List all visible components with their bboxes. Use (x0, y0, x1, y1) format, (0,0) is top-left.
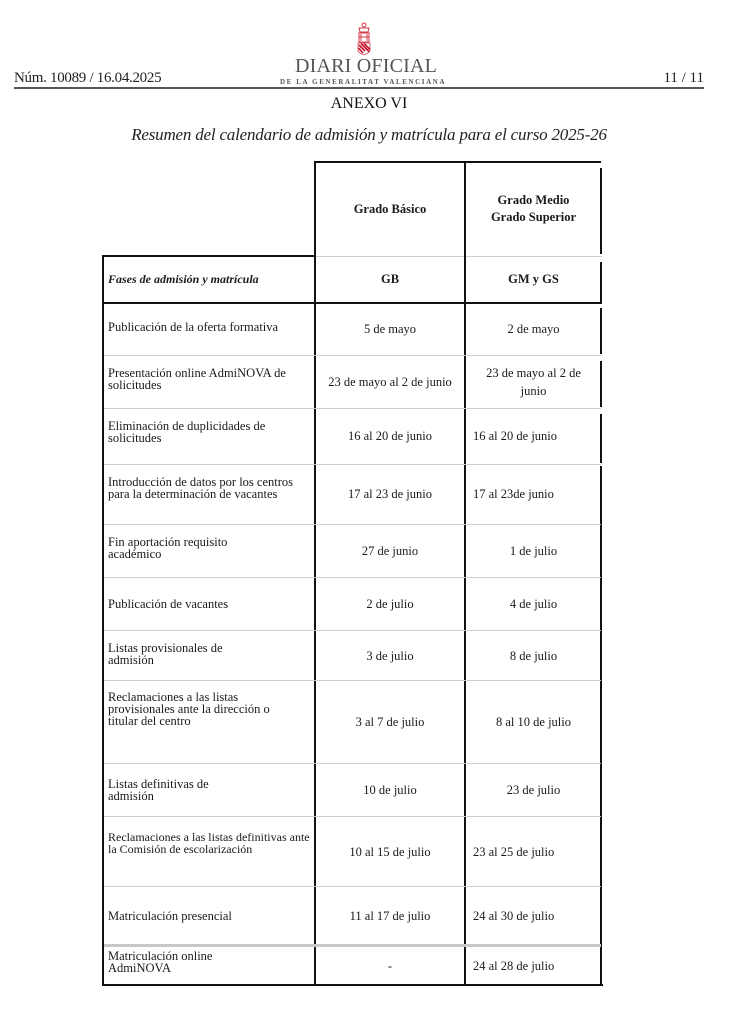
phase-cell: Publicación de vacantes (108, 596, 229, 611)
brand-subtitle: DE LA GENERALITAT VALENCIANA (280, 78, 447, 86)
phase-cell: Fin aportación requisito académico (108, 535, 228, 561)
gm-gs-date-cell: 17 al 23de junio (473, 487, 554, 501)
gb-date-cell: 23 de mayo al 2 de junio (328, 375, 452, 389)
gb-date-cell: 3 al 7 de julio (355, 715, 425, 729)
issue-number-date: Núm. 10089 / 16.04.2025 (14, 70, 162, 86)
gm-gs-date-cell: 24 al 28 de julio (473, 958, 555, 973)
gb-date-cell: 10 de julio (363, 783, 417, 797)
phase-cell: Introducción de datos por los centros para la determinación de vacantes (108, 475, 294, 501)
phase-cell: Listas definitivas de admisión (108, 777, 209, 803)
phase-cell: Eliminación de duplicidades de solicitudes (108, 419, 266, 445)
generalitat-coat-of-arms-icon (353, 22, 375, 58)
gm-gs-date-cell: 23 de mayo al 2 de junio (486, 366, 581, 398)
col-header-grado-medio-superior: Grado Medio Grado Superior (490, 193, 577, 224)
gm-gs-date-cell: 8 de julio (509, 648, 558, 663)
phase-cell: Matriculación presencial (108, 908, 232, 923)
header-rule (14, 87, 704, 89)
phase-cell: Reclamaciones a las listas definitivas ante la Comisión de escolarización (108, 830, 310, 856)
gb-date-cell: 17 al 23 de junio (347, 487, 432, 501)
gb-date-cell: 10 al 15 de julio (349, 844, 431, 859)
table-right-border (600, 262, 602, 303)
gm-gs-date-cell: 8 al 10 de julio (496, 715, 571, 729)
gm-gs-date-cell: 16 al 20 de junio (473, 429, 558, 443)
phase-cell: Presentación online AdmiNOVA de solicitudes (108, 366, 286, 392)
sub-header-gm-gs: GM y GS (508, 272, 559, 286)
phase-cell: Matriculación online AdmiNOVA (108, 949, 213, 975)
gb-date-cell: - (387, 958, 393, 973)
annex-subtitle: Resumen del calendario de admisión y matrícula para el curso 2025-26 (131, 125, 607, 144)
gb-date-cell: 16 al 20 de junio (347, 429, 432, 443)
page-number: 11 / 11 (663, 70, 704, 86)
gm-gs-date-cell: 2 de mayo (507, 322, 560, 336)
sub-header-gb: GB (380, 272, 400, 286)
gm-gs-date-cell: 24 al 30 de julio (473, 908, 555, 923)
gb-date-cell: 5 de mayo (363, 322, 417, 336)
gb-date-cell: 27 de junio (361, 543, 419, 558)
table-right-border (600, 466, 602, 986)
gb-date-cell: 2 de julio (366, 596, 414, 611)
phase-cell: Reclamaciones a las listas provisionales ante la dirección o titular del centro (108, 690, 270, 728)
col-header-grado-basico: Grado Básico (353, 201, 427, 216)
gb-date-cell: 3 de julio (366, 648, 414, 663)
annex-title: ANEXO VI (330, 95, 408, 112)
table-bottom-border (102, 984, 603, 986)
table-right-border (600, 361, 602, 407)
table-right-border (600, 414, 602, 463)
column-divider-2 (464, 161, 466, 986)
phase-cell: Listas provisionales de admisión (108, 641, 223, 667)
table-left-border (102, 255, 104, 986)
gm-gs-date-cell: 23 al 25 de julio (473, 844, 555, 859)
gm-gs-date-cell: 1 de julio (509, 543, 558, 558)
gm-gs-date-cell: 4 de julio (509, 596, 558, 611)
gb-date-cell: 11 al 17 de julio (349, 908, 431, 923)
row-header-label: Fases de admisión y matrícula (108, 272, 259, 286)
brand-title: DIARI OFICIAL (295, 55, 438, 77)
gm-gs-date-cell: 23 de julio (506, 783, 561, 797)
phase-cell: Publicación de la oferta formativa (108, 320, 279, 334)
table-right-border (600, 308, 602, 354)
table-right-border (600, 168, 602, 254)
